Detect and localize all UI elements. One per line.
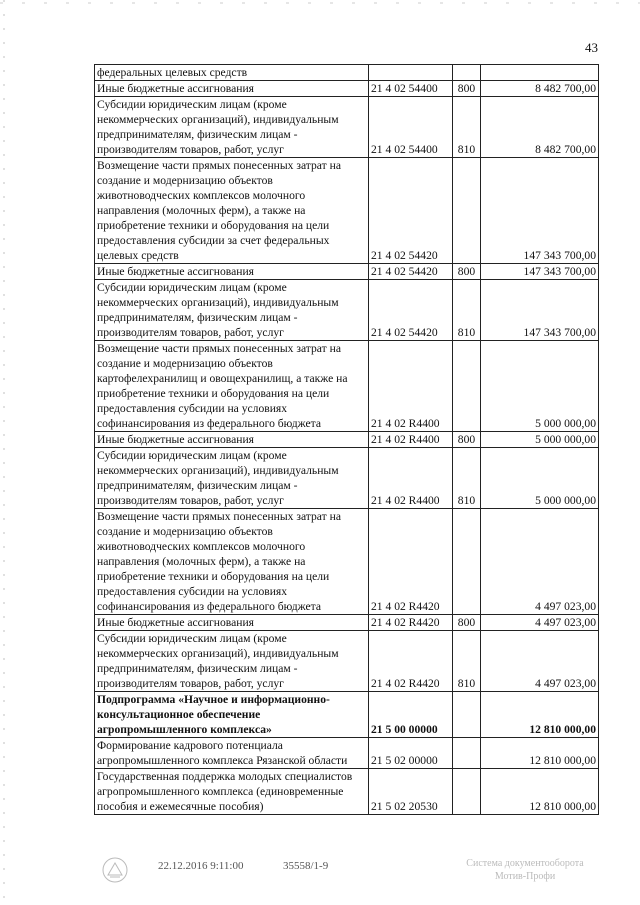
row-sum-cell: 4 497 023,00	[481, 615, 599, 631]
row-code-cell: 21 4 02 54400	[369, 81, 453, 97]
row-sum-cell: 8 482 700,00	[481, 81, 599, 97]
row-name-cell: Субсидии юридическим лицам (кроме некоммерческих организаций), индивидуальным предпринимателям, физическим лицам - производителям товаров, работ, услуг	[95, 97, 369, 158]
row-name-cell: Субсидии юридическим лицам (кроме некоммерческих организаций), индивидуальным предпринимателям, физическим лицам - производителям товаров, работ, услуг	[95, 631, 369, 692]
row-sum-cell: 4 497 023,00	[481, 631, 599, 692]
row-type-cell	[453, 158, 481, 264]
row-sum-cell: 5 000 000,00	[481, 432, 599, 448]
row-type-cell	[453, 692, 481, 738]
row-type-cell: 810	[453, 97, 481, 158]
footer-date: 22.12.2016 9:11:00	[158, 860, 244, 872]
scan-edge-top	[0, 2, 640, 4]
row-code-cell: 21 4 02 54420	[369, 264, 453, 280]
row-type-cell: 810	[453, 448, 481, 509]
row-name-cell: Иные бюджетные ассигнования	[95, 81, 369, 97]
row-sum-cell	[481, 65, 599, 81]
scan-edge-left	[3, 0, 5, 905]
row-sum-cell: 8 482 700,00	[481, 97, 599, 158]
footer-doc-number: 35558/1-9	[283, 860, 329, 872]
row-name-cell: Иные бюджетные ассигнования	[95, 615, 369, 631]
row-name-cell: Иные бюджетные ассигнования	[95, 264, 369, 280]
table-row	[95, 264, 599, 280]
row-sum-cell: 5 000 000,00	[481, 341, 599, 432]
row-type-cell	[453, 509, 481, 615]
row-sum-cell: 12 810 000,00	[481, 738, 599, 769]
row-code-cell: 21 4 02 R4400	[369, 432, 453, 448]
row-sum-cell: 147 343 700,00	[481, 280, 599, 341]
row-name-cell: Возмещение части прямых понесенных затрат на создание и модернизацию объектов животноводческих комплексов молочного направления (молочных ферм), а также на приобретение техники и оборудования на цели предоставления субсидии за счет федеральных целевых средств	[95, 158, 369, 264]
footer-watermark	[455, 857, 595, 883]
watermark-line-1: Система документооборота	[466, 858, 584, 869]
table-row	[95, 97, 599, 158]
row-name-cell: Возмещение части прямых понесенных затрат на создание и модернизацию объектов животноводческих комплексов молочного направления (молочных ферм), а также на приобретение техники и оборудования на цели предоставления субсидии на условиях софинансирования из федерального бюджета	[95, 509, 369, 615]
budget-table	[94, 64, 599, 815]
row-code-cell: 21 5 00 00000	[369, 692, 453, 738]
row-code-cell: 21 5 02 20530	[369, 769, 453, 815]
budget-table-body	[95, 65, 599, 815]
table-row	[95, 769, 599, 815]
row-name-cell: федеральных целевых средств	[95, 65, 369, 81]
row-sum-cell: 5 000 000,00	[481, 448, 599, 509]
row-code-cell: 21 4 02 54400	[369, 97, 453, 158]
table-row	[95, 341, 599, 432]
table-row	[95, 158, 599, 264]
page-number: 43	[585, 40, 598, 55]
row-type-cell: 800	[453, 264, 481, 280]
row-type-cell: 810	[453, 280, 481, 341]
row-code-cell: 21 4 02 R4420	[369, 509, 453, 615]
row-sum-cell: 147 343 700,00	[481, 158, 599, 264]
row-name-cell: Субсидии юридическим лицам (кроме некоммерческих организаций), индивидуальным предпринимателям, физическим лицам - производителям товаров, работ, услуг	[95, 448, 369, 509]
row-type-cell	[453, 769, 481, 815]
row-name-cell: Подпрограмма «Научное и информационно-консультационное обеспечение агропромышленного комплекса»	[95, 692, 369, 738]
row-type-cell	[453, 65, 481, 81]
row-name-cell: Государственная поддержка молодых специалистов агропромышленного комплекса (единовременные пособия и ежемесячные пособия)	[95, 769, 369, 815]
row-type-cell: 800	[453, 615, 481, 631]
table-row	[95, 509, 599, 615]
table-row	[95, 738, 599, 769]
row-type-cell	[453, 738, 481, 769]
table-row	[95, 432, 599, 448]
row-code-cell	[369, 65, 453, 81]
table-row	[95, 280, 599, 341]
row-sum-cell: 4 497 023,00	[481, 509, 599, 615]
row-code-cell: 21 5 02 00000	[369, 738, 453, 769]
row-type-cell: 800	[453, 432, 481, 448]
table-row	[95, 615, 599, 631]
row-code-cell: 21 4 02 R4420	[369, 615, 453, 631]
page-footer	[0, 853, 640, 893]
seal-icon	[100, 855, 130, 885]
row-type-cell: 800	[453, 81, 481, 97]
row-sum-cell: 12 810 000,00	[481, 769, 599, 815]
row-code-cell: 21 4 02 54420	[369, 158, 453, 264]
row-type-cell: 810	[453, 631, 481, 692]
row-code-cell: 21 4 02 R4400	[369, 341, 453, 432]
row-sum-cell: 12 810 000,00	[481, 692, 599, 738]
table-row	[95, 448, 599, 509]
row-code-cell: 21 4 02 R4420	[369, 631, 453, 692]
row-sum-cell: 147 343 700,00	[481, 264, 599, 280]
row-code-cell: 21 4 02 R4400	[369, 448, 453, 509]
row-name-cell: Формирование кадрового потенциала агропромышленного комплекса Рязанской области	[95, 738, 369, 769]
table-row	[95, 631, 599, 692]
table-row	[95, 65, 599, 81]
watermark-line-2: Мотив-Профи	[494, 871, 556, 882]
table-row	[95, 692, 599, 738]
row-type-cell	[453, 341, 481, 432]
row-name-cell: Возмещение части прямых понесенных затрат на создание и модернизацию объектов картофелехранилищ и овощехранилищ, а также на приобретение техники и оборудования на цели предоставления субсидии на условиях софинансирования из федерального бюджета	[95, 341, 369, 432]
row-name-cell: Субсидии юридическим лицам (кроме некоммерческих организаций), индивидуальным предпринимателям, физическим лицам - производителям товаров, работ, услуг	[95, 280, 369, 341]
row-name-cell: Иные бюджетные ассигнования	[95, 432, 369, 448]
table-row	[95, 81, 599, 97]
row-code-cell: 21 4 02 54420	[369, 280, 453, 341]
